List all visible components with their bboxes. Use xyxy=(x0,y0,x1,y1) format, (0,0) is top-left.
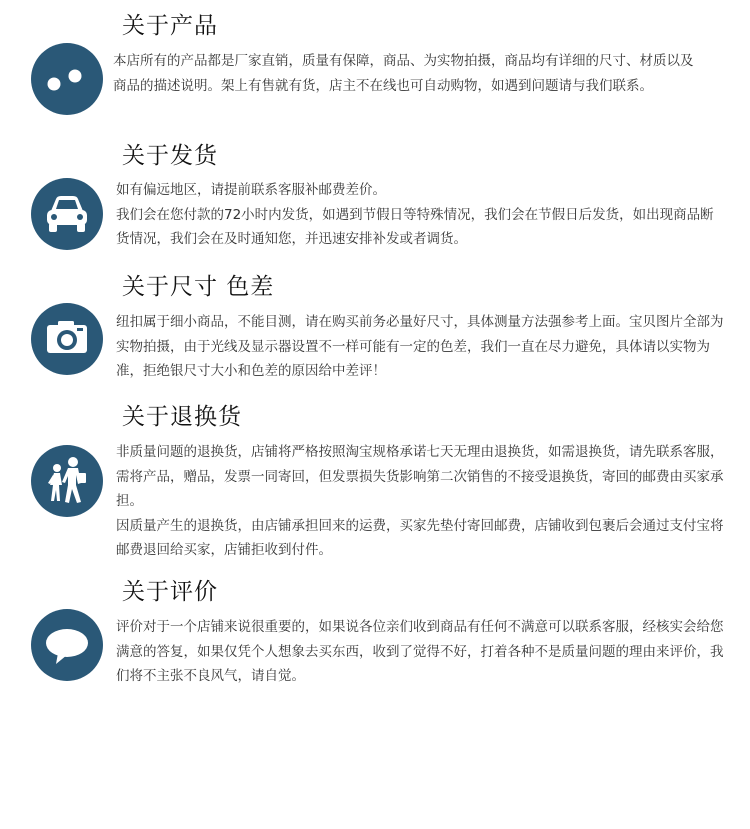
section-body xyxy=(116,310,724,384)
paragraph: 非质量问题的退换货，店铺将严格按照淘宝规格承诺七天无理由退换货，如需退换货，请先联系客服，需将产品，赠品，发票一同寄回，但发票损失货影响第二次销售的不接受退换货，寄回的邮费由买家承担。 xyxy=(116,444,724,509)
section-title: 关于尺寸 色差 xyxy=(122,274,275,300)
paragraph: 本店所有的产品都是厂家直销，质量有保障，商品、为实物拍摄，商品均有详细的尺寸、材质以及商品的描述说明。架上有售就有货，店主不在线也可自动购物，如遇到问题请与我们联系。 xyxy=(113,53,694,94)
section-title: 关于评价 xyxy=(122,579,218,605)
section-title: 关于退换货 xyxy=(122,404,242,430)
section-title: 关于产品 xyxy=(122,13,218,39)
camera-icon xyxy=(31,303,103,375)
paragraph: 纽扣属于细小商品，不能目测，请在购买前务必量好尺寸，具体测量方法强参考上面。宝贝图片全部为实物拍摄，由于光线及显示器设置不一样可能有一定的色差，我们一直在尽力避免，具体请以实物为准，拒绝银尺寸大小和色差的原因给中差评！ xyxy=(116,314,724,379)
paragraph: 评价对于一个店铺来说很重要的，如果说各位亲们收到商品有任何不满意可以联系客服，经核实会给您满意的答复，如果仅凭个人想象去买东西，收到了觉得不好，打着各种不是质量问题的理由来评价，我们将不主张不良风气，请自觉。 xyxy=(116,619,724,684)
speech-bubble-icon xyxy=(31,609,103,681)
people-walking-icon xyxy=(31,445,103,517)
section-body xyxy=(116,178,724,252)
paragraph: 我们会在您付款的72小时内发货，如遇到节假日等特殊情况，我们会在节假日后发货，如出现商品断货情况，我们会在及时通知您，并迅速安排补发或者调货。 xyxy=(116,206,714,247)
section-title: 关于发货 xyxy=(122,143,218,169)
section-body xyxy=(113,49,698,98)
car-icon xyxy=(31,178,103,250)
section-body xyxy=(116,615,724,689)
section-body xyxy=(116,440,724,563)
paragraph: 如有偏远地区，请提前联系客服补邮费差价。 xyxy=(116,182,386,198)
dots-icon xyxy=(31,43,103,115)
paragraph: 因质量产生的退换货，由店铺承担回来的运费，买家先垫付寄回邮费，店铺收到包裹后会通过支付宝将邮费退回给买家，店铺拒收到付件。 xyxy=(116,517,724,558)
